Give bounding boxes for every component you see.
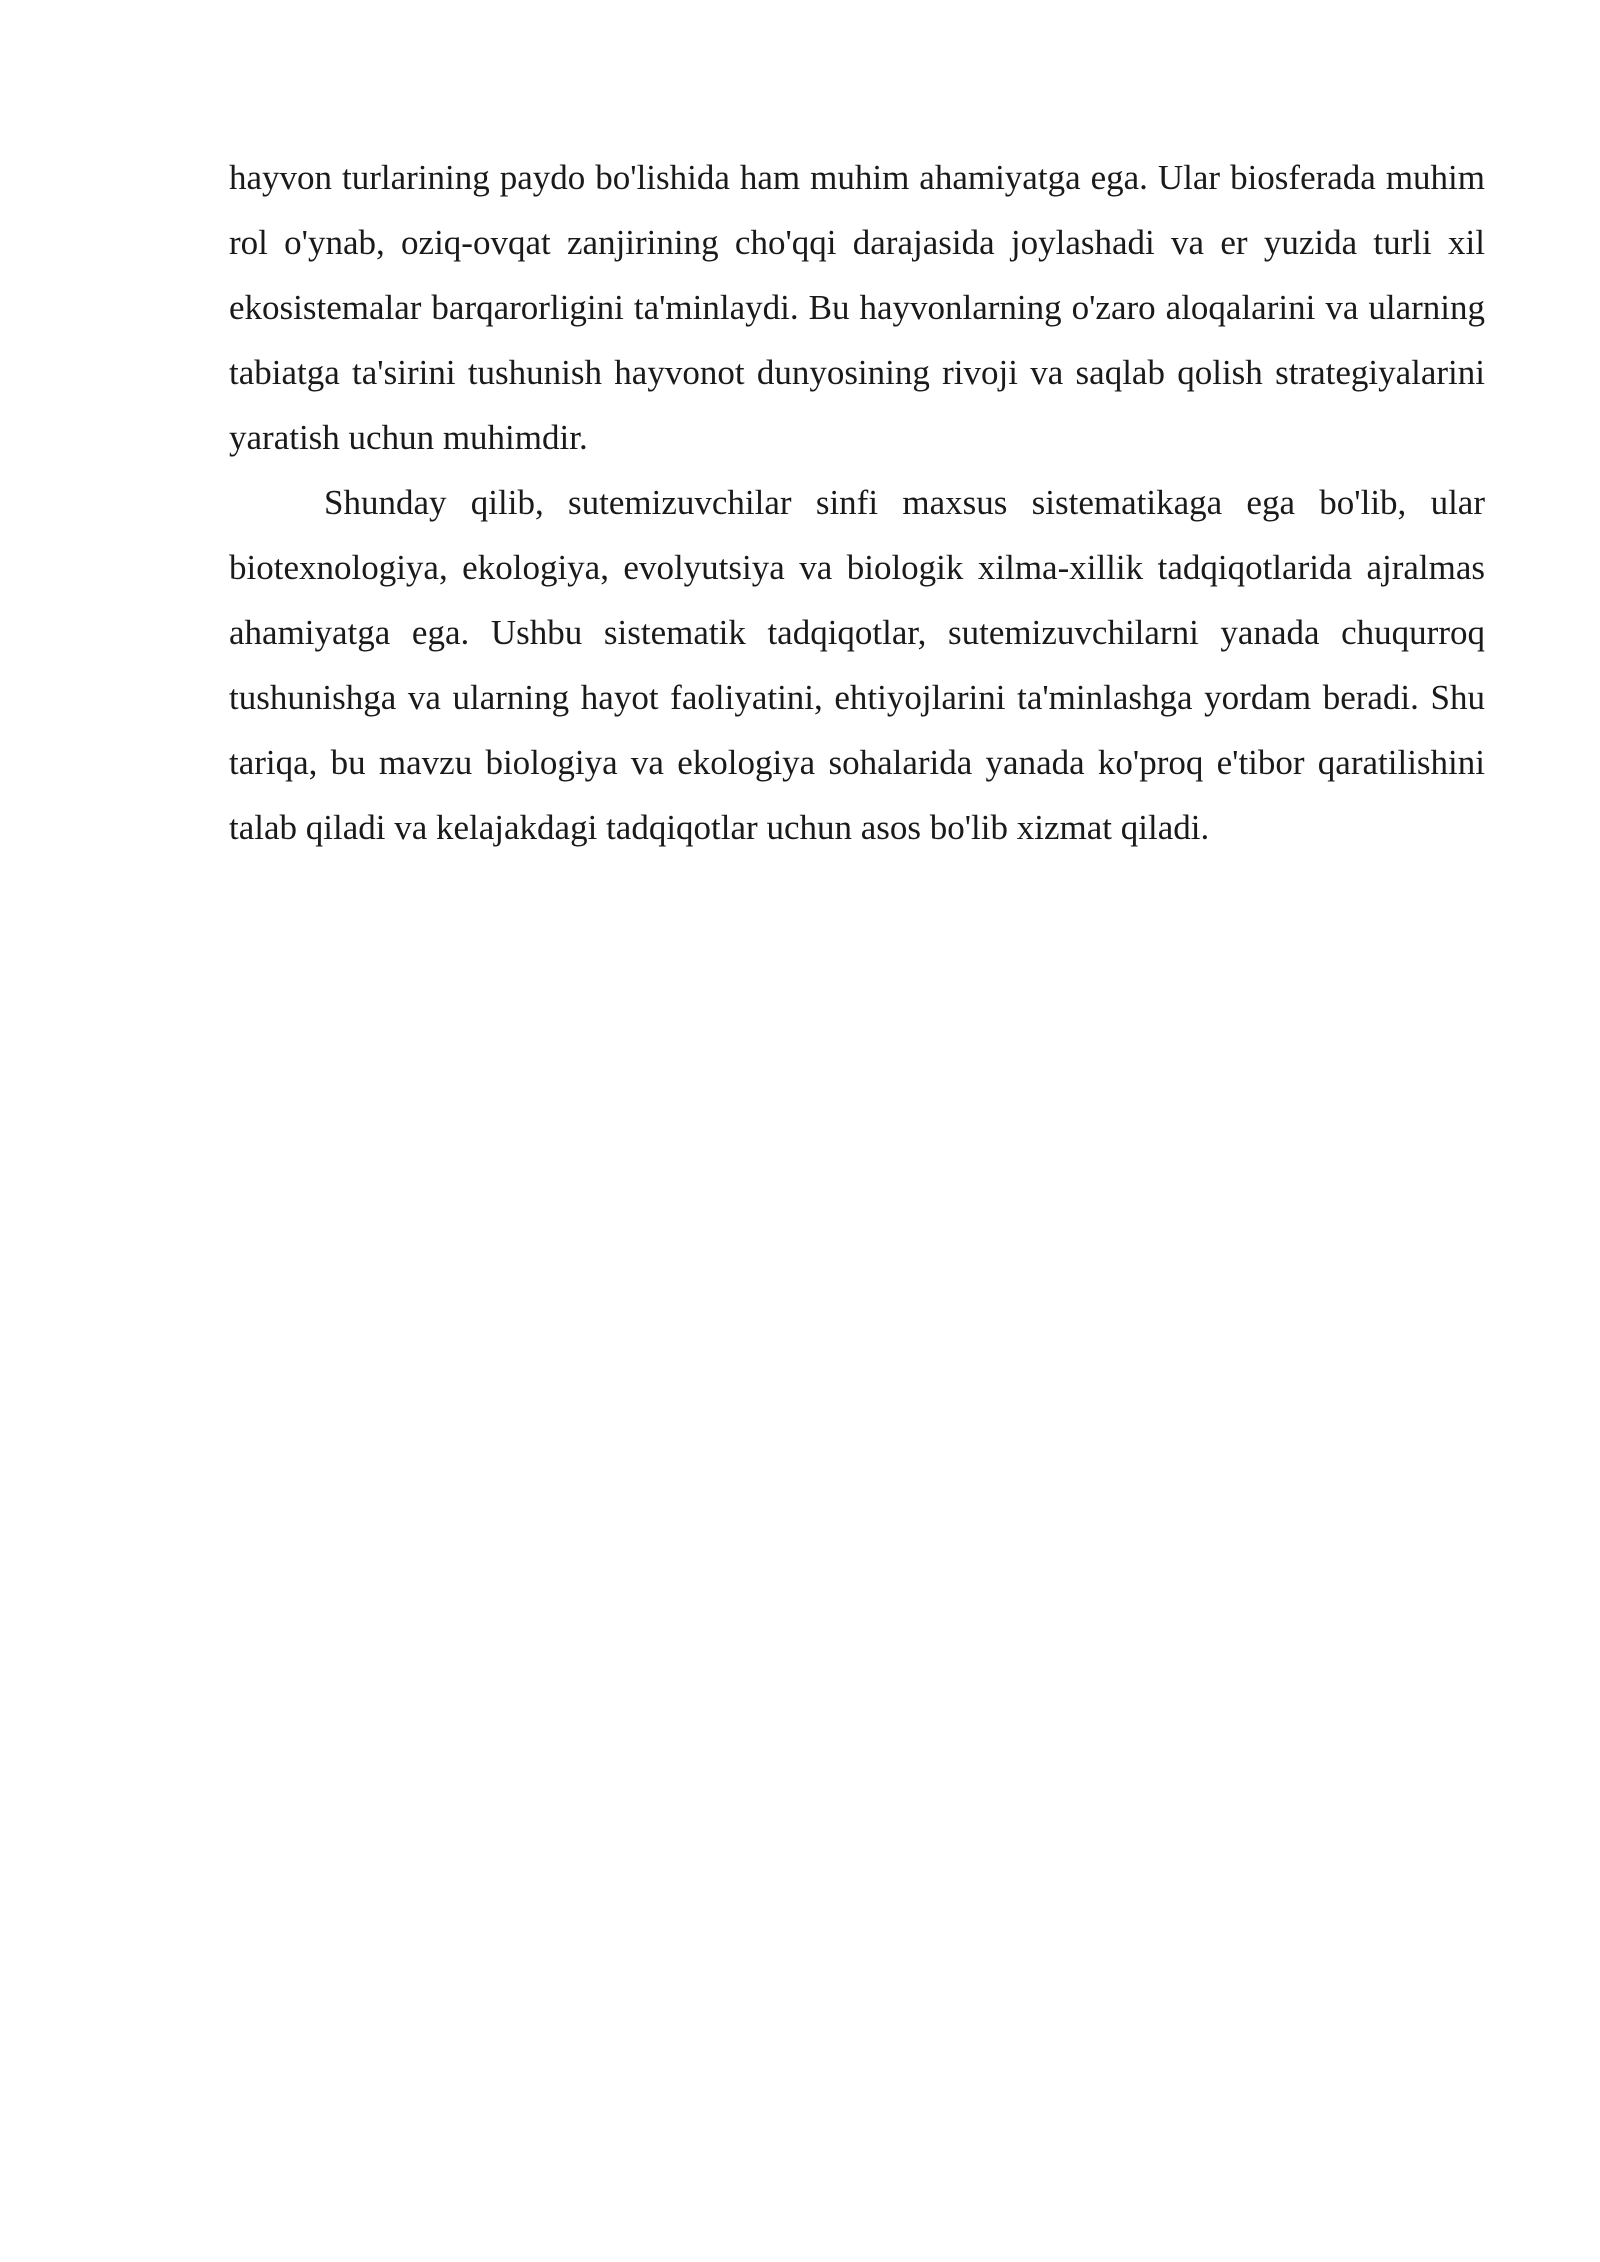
paragraph-conclusion: Shunday qilib, sutemizuvchilar sinfi maxsus sistematikaga ega bo'lib, ular biotexnologiya, ekologiya, evolyutsiya va biologik xilma-xillik tadqiqotlarida ajralmas ahamiyatga ega. Ushbu sistematik tadqiqotlar, sutemizuvchilarni yanada chuqurroq tushunishga va ularning hayot faoliyatini, ehtiyojlarini ta'minlashga yordam beradi. Shu tariqa, bu mavzu biologiya va ekologiya sohalarida yanada ko'proq e'tibor qaratilishini talab qiladi va kelajakdagi tadqiqotlar uchun asos bo'lib xizmat qiladi. [229, 483, 1485, 847]
body-text [229, 145, 1485, 860]
paragraph-continuation: hayvon turlarining paydo bo'lishida ham muhim ahamiyatga ega. Ular biosferada muhim rol o'ynab, oziq-ovqat zanjirining cho'qqi darajasida joylashadi va er yuzida turli xil ekosistemalar barqarorligini ta'minlaydi. Bu hayvonlarning o'zaro aloqalarini va ularning tabiatga ta'sirini tushunish hayvonot dunyosining rivoji va saqlab qolish strategiyalarini yaratish uchun muhimdir. [229, 158, 1485, 457]
